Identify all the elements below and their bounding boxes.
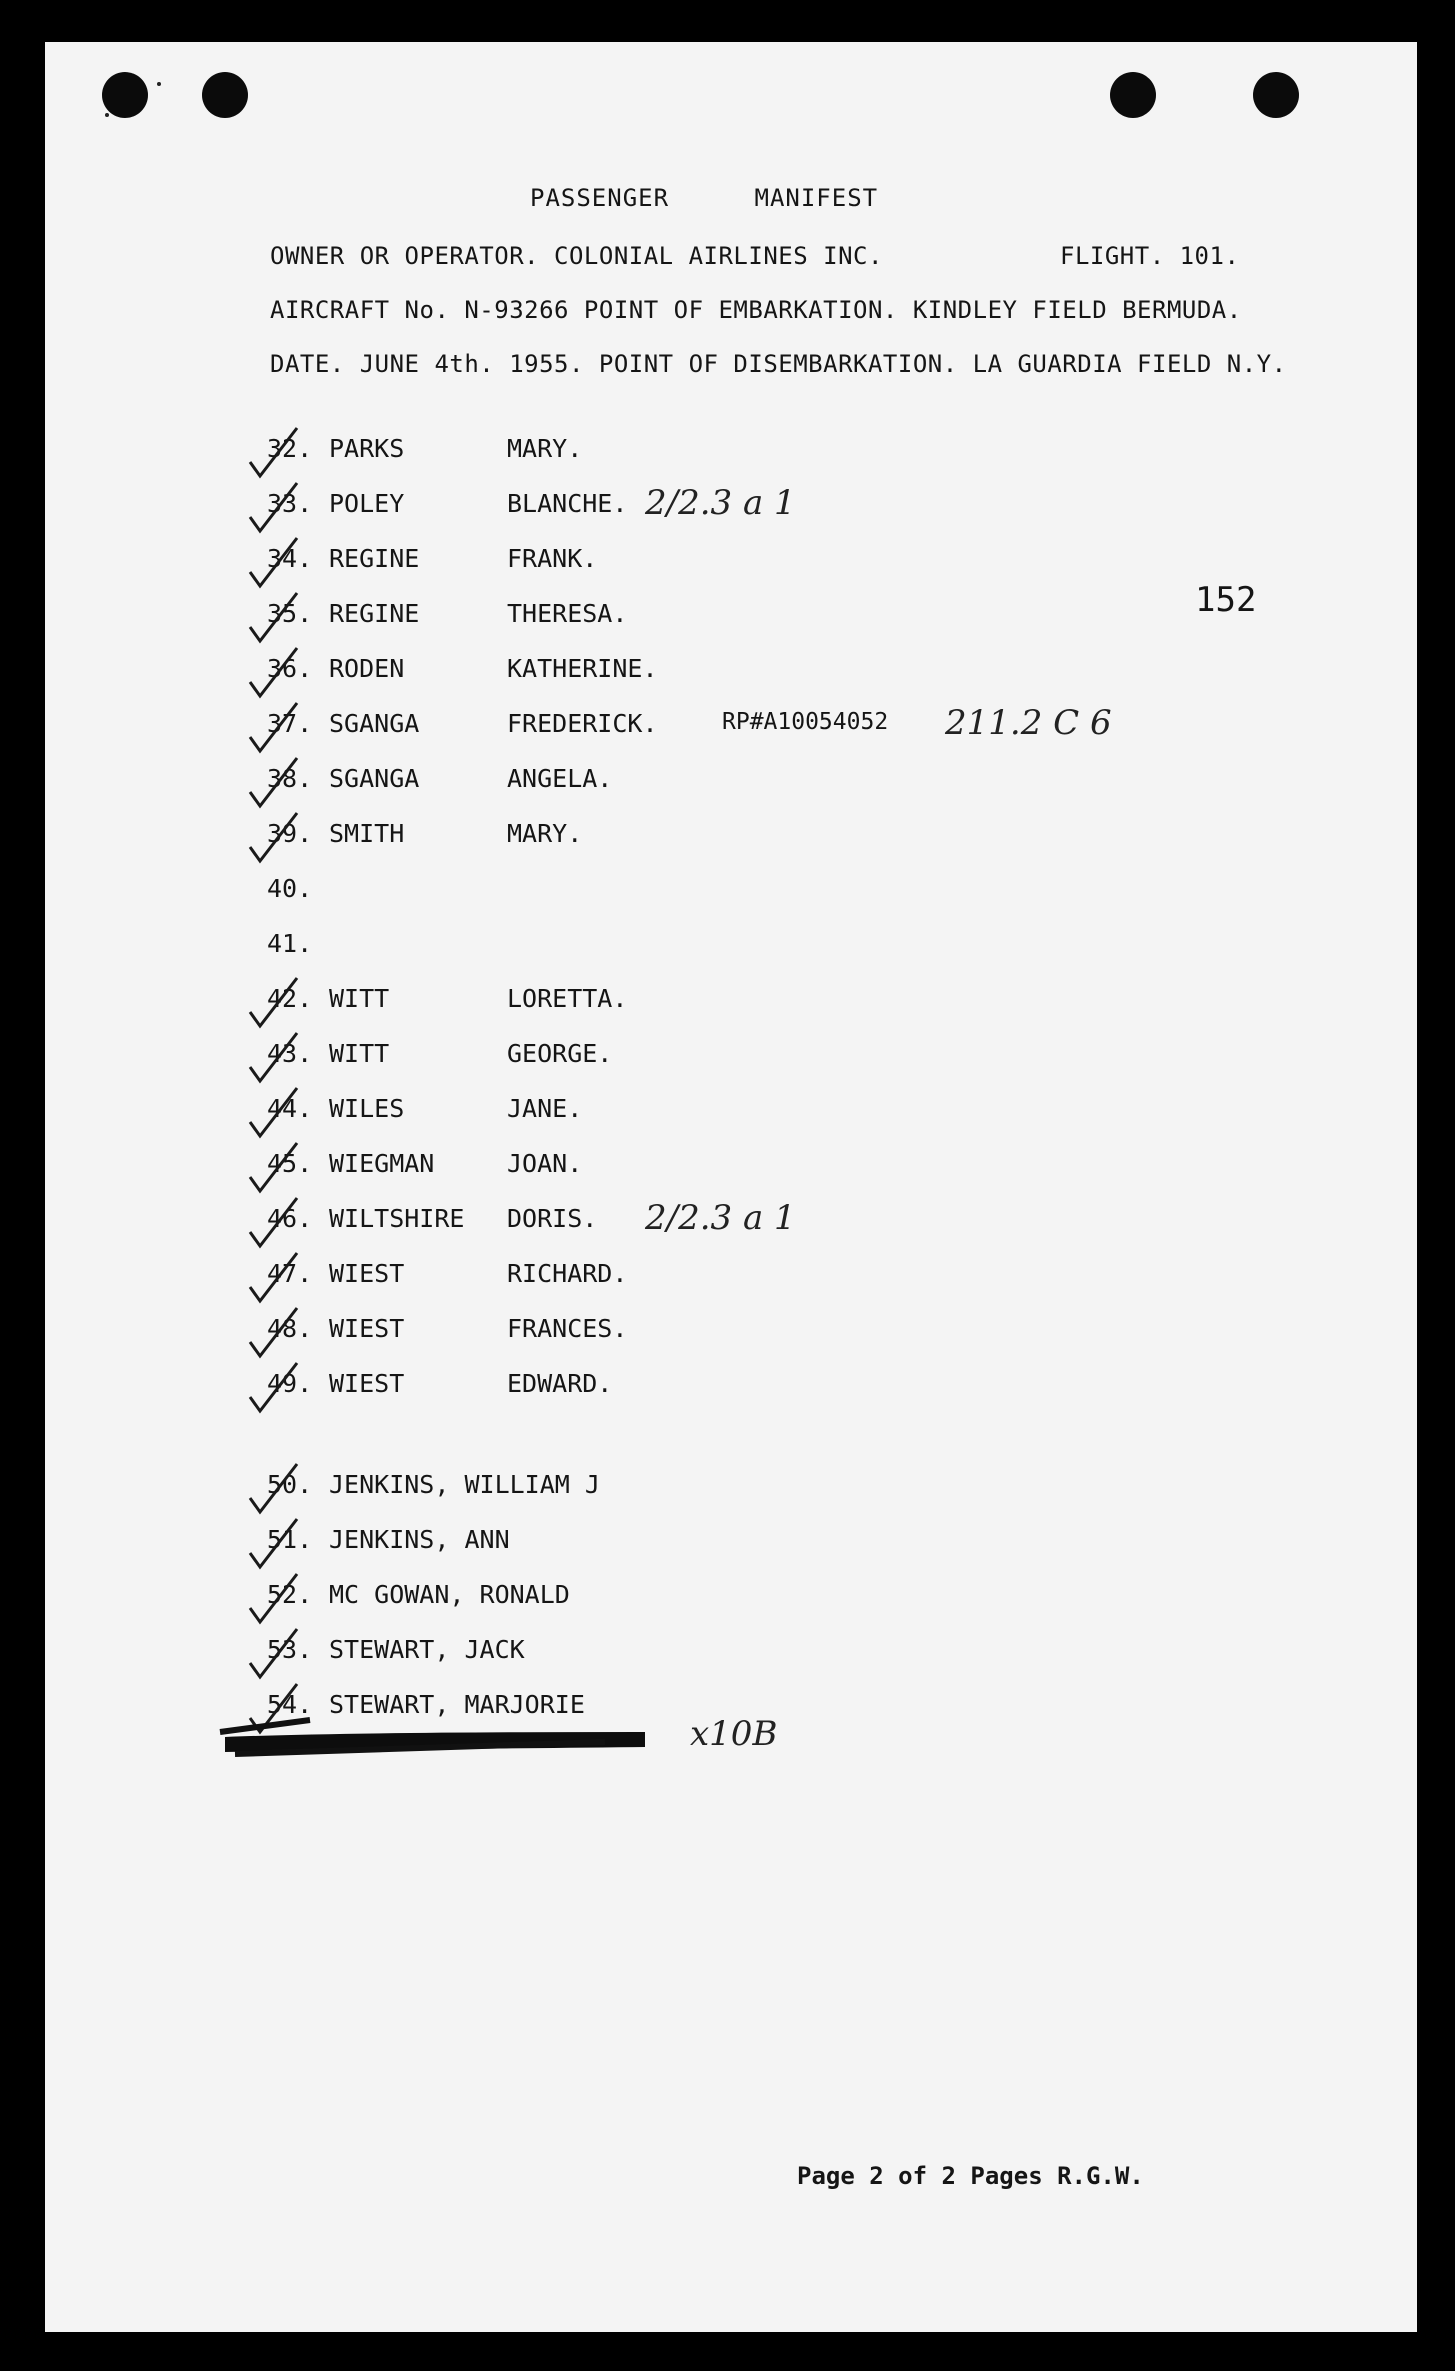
document-title xyxy=(530,184,948,212)
passenger-surname: WIEGMAN xyxy=(329,1149,435,1178)
passenger-given-name: DORIS. xyxy=(507,1204,598,1233)
header-flight: FLIGHT. 101. xyxy=(1060,242,1240,270)
scribble-stroke xyxy=(220,1720,605,1754)
passenger-number: 45. xyxy=(267,1149,313,1178)
passenger-given-name: GEORGE. xyxy=(507,1039,613,1068)
title-word-1: PASSENGER xyxy=(530,184,670,212)
passenger-number: 40. xyxy=(267,874,313,903)
passenger-number: 46. xyxy=(267,1204,313,1233)
passenger-number: 39. xyxy=(267,819,313,848)
passenger-number: 33. xyxy=(267,489,313,518)
passenger-given-name: RICHARD. xyxy=(507,1259,628,1288)
header-operator: OWNER OR OPERATOR. COLONIAL AIRLINES INC. xyxy=(270,242,883,270)
passenger-surname: REGINE xyxy=(329,544,420,573)
ink-dot xyxy=(105,113,109,117)
header-aircraft: AIRCRAFT No. N-93266 POINT OF EMBARKATION. KINDLEY FIELD BERMUDA. xyxy=(270,296,1242,324)
passenger-given-name: KATHERINE. xyxy=(507,654,658,683)
punch-hole-3 xyxy=(1110,72,1156,118)
scribbled-out-line xyxy=(225,1732,645,1752)
passenger-surname: WIEST xyxy=(329,1259,405,1288)
passenger-surname: RODEN xyxy=(329,654,405,683)
passenger-number: 34. xyxy=(267,544,313,573)
passenger-given-name: ANGELA. xyxy=(507,764,613,793)
passenger-given-name: MARY. xyxy=(507,434,583,463)
title-word-2: MANIFEST xyxy=(754,184,879,212)
passenger-given-name: JOAN. xyxy=(507,1149,583,1178)
handwritten-note: 211.2 C 6 xyxy=(945,703,1112,743)
passenger-surname: WILES xyxy=(329,1094,405,1123)
punch-hole-1 xyxy=(102,72,148,118)
passenger-given-name: JANE. xyxy=(507,1094,583,1123)
page-number-stamp: 152 xyxy=(1195,580,1257,620)
passenger-number: 48. xyxy=(267,1314,313,1343)
passenger-name: JENKINS, ANN xyxy=(329,1525,510,1554)
passenger-number: 38. xyxy=(267,764,313,793)
passenger-given-name: FREDERICK. xyxy=(507,709,658,738)
passenger-name: JENKINS, WILLIAM J xyxy=(329,1470,600,1499)
passenger-given-name: EDWARD. xyxy=(507,1369,613,1398)
passenger-surname: WITT xyxy=(329,984,390,1013)
passenger-number: 50. xyxy=(267,1470,313,1499)
passenger-number: 49. xyxy=(267,1369,313,1398)
passenger-surname: WILTSHIRE xyxy=(329,1204,465,1233)
passenger-given-name: BLANCHE. xyxy=(507,489,628,518)
passenger-surname: SGANGA xyxy=(329,764,420,793)
passenger-number: 35. xyxy=(267,599,313,628)
passenger-number: 37. xyxy=(267,709,313,738)
passenger-surname: WITT xyxy=(329,1039,390,1068)
passenger-surname: REGINE xyxy=(329,599,420,628)
passenger-number: 36. xyxy=(267,654,313,683)
passenger-given-name: FRANK. xyxy=(507,544,598,573)
passenger-number: 54. xyxy=(267,1690,313,1719)
passenger-number: 52. xyxy=(267,1580,313,1609)
passenger-surname: SGANGA xyxy=(329,709,420,738)
passenger-given-name: MARY. xyxy=(507,819,583,848)
passenger-number: 53. xyxy=(267,1635,313,1664)
passenger-given-name: FRANCES. xyxy=(507,1314,628,1343)
passenger-document: RP#A10054052 xyxy=(722,709,889,735)
punch-hole-4 xyxy=(1253,72,1299,118)
check-marks xyxy=(45,42,1417,2332)
passenger-number: 32. xyxy=(267,434,313,463)
passenger-number: 43. xyxy=(267,1039,313,1068)
handwritten-total: x10B xyxy=(690,1714,778,1754)
page-footer: Page 2 of 2 Pages R.G.W. xyxy=(797,2162,1144,2190)
passenger-surname: PARKS xyxy=(329,434,405,463)
passenger-surname: POLEY xyxy=(329,489,405,518)
passenger-number: 42. xyxy=(267,984,313,1013)
handwritten-note: 2/2.3 a 1 xyxy=(645,1198,796,1238)
ink-dot xyxy=(157,82,161,86)
passenger-number: 51. xyxy=(267,1525,313,1554)
handwritten-note: 2/2.3 a 1 xyxy=(645,483,796,523)
passenger-given-name: LORETTA. xyxy=(507,984,628,1013)
header-date: DATE. JUNE 4th. 1955. POINT OF DISEMBARKATION. LA GUARDIA FIELD N.Y. xyxy=(270,350,1287,378)
passenger-surname: WIEST xyxy=(329,1369,405,1398)
punch-hole-2 xyxy=(202,72,248,118)
manifest-page xyxy=(45,42,1417,2332)
passenger-surname: WIEST xyxy=(329,1314,405,1343)
passenger-given-name: THERESA. xyxy=(507,599,628,628)
passenger-name: MC GOWAN, RONALD xyxy=(329,1580,570,1609)
passenger-number: 41. xyxy=(267,929,313,958)
passenger-surname: SMITH xyxy=(329,819,405,848)
passenger-number: 44. xyxy=(267,1094,313,1123)
passenger-number: 47. xyxy=(267,1259,313,1288)
passenger-name: STEWART, JACK xyxy=(329,1635,525,1664)
passenger-name: STEWART, MARJORIE xyxy=(329,1690,585,1719)
